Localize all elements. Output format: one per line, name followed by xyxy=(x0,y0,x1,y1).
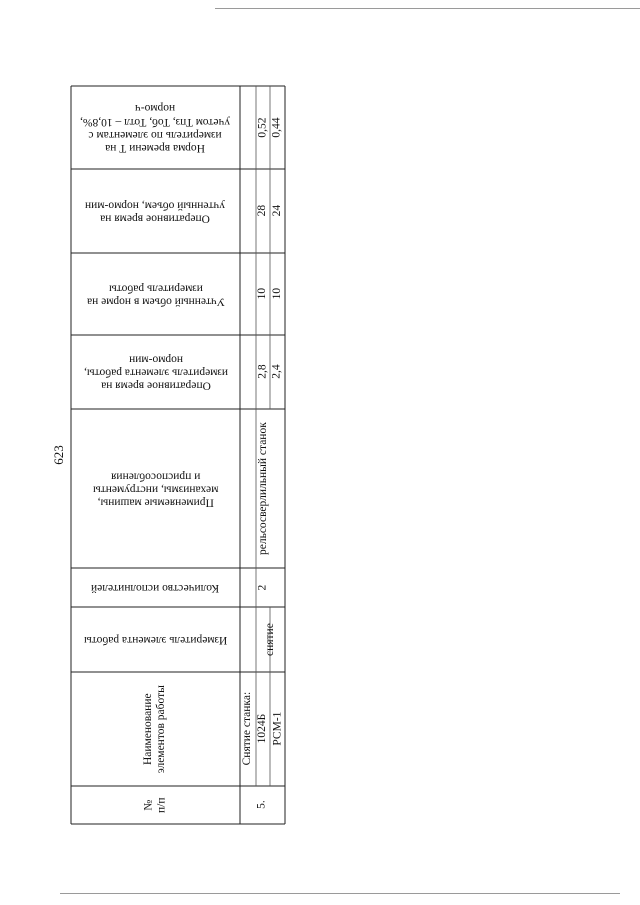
subrow-1-name: 1024Б xyxy=(256,714,269,744)
header-name: Наименование элементов работы xyxy=(142,684,168,774)
header-measure: Измеритель элемента работы xyxy=(83,634,228,647)
subrow-2-norm: 0,44 xyxy=(270,117,283,138)
subrow-1-op-time-volume: 28 xyxy=(256,205,269,217)
header-num: № п/п xyxy=(142,797,168,813)
row-number: 5. xyxy=(255,800,268,810)
subrow-2-name: РСМ-1 xyxy=(270,711,283,747)
row-title: Снятие станка: xyxy=(241,692,254,766)
subrow-2-op-time-volume: 24 xyxy=(270,205,283,217)
header-norm-time: Норма времени Т на измеритель по элементам с учетом Тпз, Тоб, Тотл – 10,8%, нормо-ч xyxy=(80,102,231,154)
subrow-1-volume: 10 xyxy=(256,288,269,300)
subrow-1-norm: 0,52 xyxy=(256,117,269,138)
page-number xyxy=(49,440,69,470)
subrow-1-op-time: 2,8 xyxy=(256,364,269,380)
norms-table xyxy=(71,86,285,824)
header-workers: Количество исполнителей xyxy=(91,582,220,595)
header-machines: Применяемые машины, механизмы, инструменты и приспособления xyxy=(92,469,219,509)
scan-edge-top xyxy=(215,8,640,9)
page-number-text: 623 xyxy=(51,445,66,465)
subrow-2-op-time: 2,4 xyxy=(270,364,283,380)
subrow-2-volume: 10 xyxy=(270,288,283,300)
header-op-time: Оперативное время на измеритель элемента работы, нормо-мин xyxy=(83,353,228,392)
row-workers: 2 xyxy=(256,584,269,591)
row-machines: рельсосверлильный станок xyxy=(256,422,269,555)
header-volume: Учтенный объем в норме на измеритель работы xyxy=(86,282,225,308)
row-measure: снятие xyxy=(263,623,276,656)
scan-edge-bottom xyxy=(60,893,620,894)
header-op-time-volume: Оперативное время на учтенный объем, нормо-мин xyxy=(85,199,226,225)
